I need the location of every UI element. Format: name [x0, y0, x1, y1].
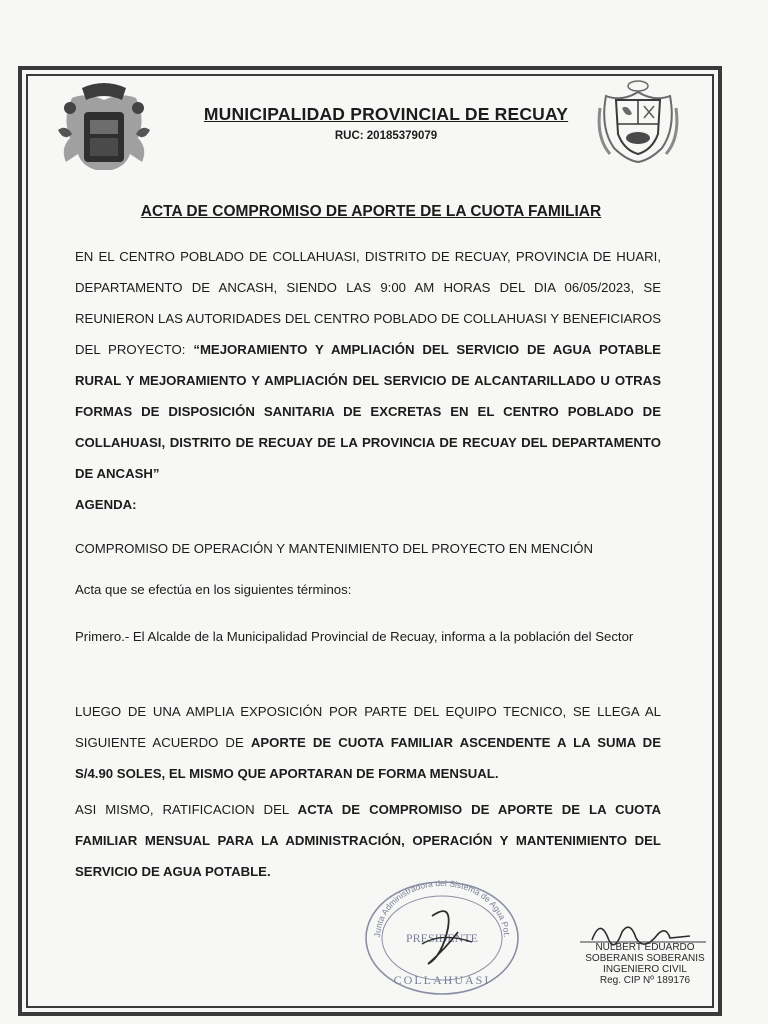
first-point: Primero.- El Alcalde de la Municipalidad Provincial de Recuay, informa a la población del Sector	[75, 629, 634, 644]
ratification-bold: ACTA DE COMPROMISO DE APORTE DE LA CUOTA FAMILIAR MENSUAL PARA LA ADMINISTRACIÓN, OPERACIÓN Y MANTENIMIENTO DEL SERVICIO DE AGUA POTABLE.	[75, 802, 661, 879]
stamp-ring-text: Junta Administradora del Sistema de Agua Pot.	[371, 877, 513, 938]
terms-intro: Acta que se efectúa en los siguientes términos:	[75, 582, 352, 597]
agreement-lead: LUEGO DE UNA AMPLIA EXPOSICIÓN POR PARTE DEL EQUIPO TECNICO, SE LLEGA AL SIGUIENTE ACUERDO DE	[75, 704, 661, 750]
project-name: “MEJORAMIENTO Y AMPLIACIÓN DEL SERVICIO DE AGUA POTABLE RURAL Y MEJORAMIENTO Y AMPLIACIÓN DEL SERVICIO DE ALCANTARILLADO U OTRAS FORMAS DE DISPOSICIÓN SANITARIA DE EXCRETAS EN EL CENTRO POBLADO DE COLLAHUASI, DISTRITO DE RECUAY DE LA PROVINCIA DE RECUAY DEL DEPARTAMENTO DE ANCASH”	[75, 342, 661, 481]
document-title: ACTA DE COMPROMISO DE APORTE DE LA CUOTA FAMILIAR	[140, 203, 602, 220]
ratification-lead: ASI MISMO, RATIFICACION DEL	[75, 802, 298, 817]
intro-paragraph	[75, 241, 661, 489]
svg-text:Junta Administradora del Siste	[372, 878, 512, 938]
engineer-credentials	[580, 942, 710, 986]
municipality-title: MUNICIPALIDAD PROVINCIAL DE RECUAY	[203, 104, 569, 124]
national-crest-icon	[596, 78, 680, 164]
official-stamp	[362, 872, 522, 996]
ruc-number: RUC: 20185379079	[334, 130, 438, 142]
stamp-bottom-text: COLLAHUASI	[393, 973, 491, 987]
stamp-center-text: PRESIDENTE	[406, 931, 478, 945]
municipal-crest-icon	[52, 78, 156, 176]
engineer-name-line2: SOBERANIS SOBERANIS	[585, 953, 705, 964]
engineer-name-line1: NULBERT EDUARDO	[595, 942, 695, 953]
engineer-registration: Reg. CIP Nº 189176	[599, 975, 691, 986]
engineer-role: INGENIERO CIVIL	[603, 964, 687, 975]
agenda-item: COMPROMISO DE OPERACIÓN Y MANTENIMIENTO DEL PROYECTO EN MENCIÓN	[75, 541, 594, 556]
intro-text: EN EL CENTRO POBLADO DE COLLAHUASI, DISTRITO DE RECUAY, PROVINCIA DE HUARI, DEPARTAMENTO DE ANCASH, SIENDO LAS 9:00 AM HORAS DEL DIA 06/05/2023, SE REUNIERON LAS AUTORIDADES DEL CENTRO POBLADO DE COLLAHUASI Y BENEFICIAROS DEL PROYECTO:	[75, 249, 661, 357]
agreement-bold: APORTE DE CUOTA FAMILIAR ASCENDENTE A LA SUMA DE S/4.90 SOLES, EL MISMO QUE APORTARAN DE FORMA MENSUAL.	[75, 735, 661, 781]
agreement-paragraph	[75, 696, 661, 789]
agenda-label: AGENDA:	[75, 497, 137, 512]
